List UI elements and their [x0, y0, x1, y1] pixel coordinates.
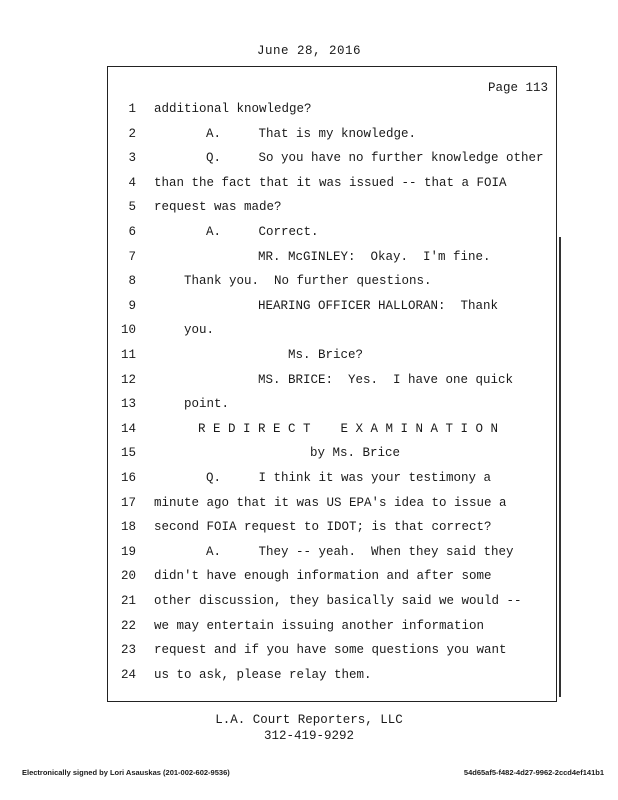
- line-number: 16: [120, 471, 136, 485]
- line-number: 5: [128, 200, 136, 215]
- line-text: Thank you. No further questions.: [184, 274, 432, 289]
- transcript-line: [108, 124, 558, 144]
- line-number: 22: [120, 618, 136, 633]
- line-text: by Ms. Brice: [310, 446, 401, 461]
- transcript-line: [108, 517, 558, 537]
- line-number: 11: [120, 348, 136, 362]
- line-number: 1: [128, 102, 136, 116]
- line-number: 9: [128, 298, 136, 313]
- line-number: 19: [120, 544, 136, 559]
- line-text: Ms. Brice?: [288, 348, 364, 362]
- line-text: us to ask, please relay them.: [154, 667, 372, 682]
- transcript-line: [108, 542, 558, 562]
- line-text: point.: [184, 397, 230, 412]
- transcript-line: [108, 320, 558, 340]
- line-text: HEARING OFFICER HALLORAN: Thank: [258, 298, 499, 313]
- court-reporter-name: L.A. Court Reporters, LLC: [215, 713, 403, 727]
- line-text: other discussion, they basically said we would --: [154, 594, 522, 608]
- line-text: A. That is my knowledge.: [206, 126, 417, 141]
- line-text: didn't have enough information and after some: [154, 569, 492, 584]
- line-number: 7: [128, 249, 136, 264]
- line-text: request and if you have some questions you want: [154, 643, 507, 658]
- transcript-line: [108, 616, 558, 636]
- transcript-line: [108, 296, 558, 316]
- line-number: 13: [120, 397, 136, 412]
- transcript-line: [108, 394, 558, 414]
- line-text: than the fact that it was issued -- that a FOIA: [154, 175, 507, 190]
- line-text: you.: [184, 323, 215, 338]
- line-number: 20: [120, 569, 136, 584]
- line-text: A. Correct.: [206, 225, 319, 239]
- transcript-page-frame: [107, 66, 557, 702]
- line-text: we may entertain issuing another information: [154, 618, 485, 633]
- line-number: 23: [120, 643, 136, 658]
- line-number: 15: [120, 446, 136, 461]
- page-number: Page 113: [487, 81, 548, 95]
- line-number: 12: [120, 372, 136, 387]
- document-id: 54d65af5-f482-4d27-9962-2ccd4ef141b1: [463, 768, 604, 777]
- line-text: minute ago that it was US EPA's idea to issue a: [154, 495, 507, 510]
- transcript-line: [108, 468, 558, 488]
- transcript-line: [108, 247, 558, 267]
- line-number: 3: [128, 151, 136, 166]
- line-number: 8: [128, 274, 136, 289]
- line-text: Q. So you have no further knowledge other: [206, 151, 544, 166]
- line-number: 4: [128, 175, 136, 190]
- line-number: 14: [120, 421, 136, 436]
- transcript-line: [108, 591, 558, 611]
- line-number: 21: [120, 594, 136, 608]
- transcript-line: [108, 566, 558, 586]
- transcript-line: [108, 99, 558, 119]
- line-number: 24: [120, 667, 136, 682]
- transcript-line: [108, 419, 558, 439]
- transcript-line: [108, 148, 558, 168]
- line-number: 2: [128, 126, 136, 141]
- transcript-date: June 28, 2016: [256, 44, 362, 58]
- line-number: 6: [128, 225, 136, 239]
- line-text: second FOIA request to IDOT; is that correct?: [154, 520, 492, 535]
- electronic-signature-note: Electronically signed by Lori Asauskas (201-002-602-9536): [22, 768, 230, 777]
- line-text: request was made?: [154, 200, 282, 215]
- transcript-line: [108, 197, 558, 217]
- line-text: MS. BRICE: Yes. I have one quick: [258, 372, 514, 387]
- line-text: additional knowledge?: [154, 102, 312, 116]
- transcript-line: [108, 271, 558, 291]
- transcript-line: [108, 640, 558, 660]
- transcript-line: [108, 443, 558, 463]
- line-text: R E D I R E C T E X A M I N A T I O N: [198, 421, 499, 436]
- transcript-line: [108, 173, 558, 193]
- line-number: 17: [120, 495, 136, 510]
- line-number: 10: [120, 323, 136, 338]
- line-text: MR. McGINLEY: Okay. I'm fine.: [258, 249, 491, 264]
- court-reporter-phone: 312-419-9292: [263, 729, 354, 743]
- line-text: Q. I think it was your testimony a: [206, 471, 492, 485]
- line-text: A. They -- yeah. When they said they: [206, 544, 514, 559]
- line-number: 18: [120, 520, 136, 535]
- transcript-line: [108, 222, 558, 242]
- transcript-line: [108, 345, 558, 365]
- transcript-line: [108, 370, 558, 390]
- transcript-line: [108, 665, 558, 685]
- transcript-line: [108, 493, 558, 513]
